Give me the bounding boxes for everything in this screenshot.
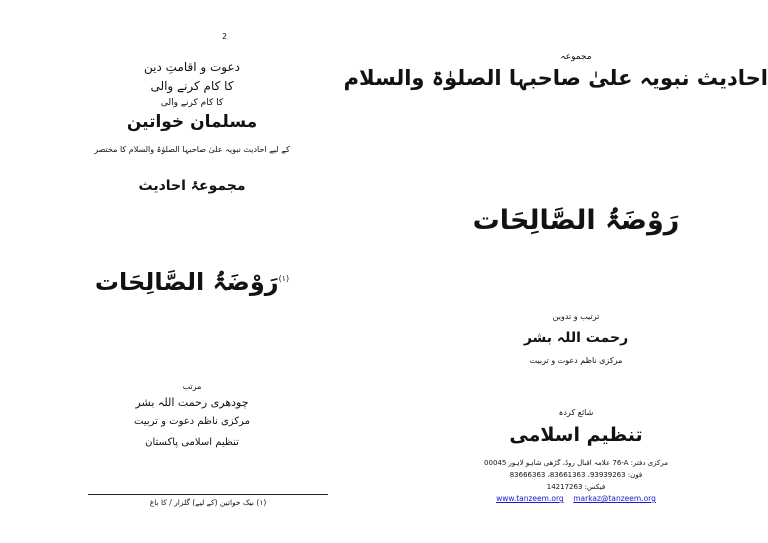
publisher-phone-line: فون: 36293939، 36316638، 36366638 xyxy=(509,471,643,479)
compiler-affiliation: مرکزی ناظم دعوت و تربیت xyxy=(529,356,623,365)
publisher-web-line xyxy=(410,494,742,503)
left-line-1: دعوت و اقامتِ دین xyxy=(144,60,240,74)
left-line-3: کا کام کرنے والی xyxy=(160,98,224,108)
website-link[interactable]: www.tanzeem.org xyxy=(496,494,564,503)
left-line-5-description: کے لیے احادیث نبویہ علیٰ صاحبہا الصلوٰۃ والسلام کا مختصر xyxy=(94,145,290,154)
left-main-title: رَوْضَۃُ الصَّالِحَات xyxy=(94,268,279,296)
left-line-4-audience: مسلمان خواتین xyxy=(126,112,258,132)
left-compiler-role: مرکزی ناظم دعوت و تربیت xyxy=(134,416,250,427)
left-main-title-block xyxy=(0,268,384,296)
compiler-label: ترتیب و تدوین xyxy=(552,312,600,321)
email-link[interactable]: markaz@tanzeem.org xyxy=(573,494,656,503)
left-line-6-collection: مجموعۂ احادیث xyxy=(138,178,246,194)
left-main-title-footnote-marker: (۱) xyxy=(278,274,290,283)
left-compiler-name: چودھری رحمت اللہ بشر xyxy=(135,396,249,409)
book-main-title: رَوْضَۃُ الصَّالِحَات xyxy=(472,205,680,236)
right-page xyxy=(343,0,768,543)
left-compiler-label: مرتب xyxy=(182,382,202,391)
footnote-divider xyxy=(88,494,328,495)
compiler-name: رحمت اللہ بشر xyxy=(523,330,629,346)
left-footnote: (۱) نیک خواتین (کے لیے) گلزار / کا باغ xyxy=(149,498,267,507)
publisher-name: تنظیم اسلامی xyxy=(509,424,643,446)
left-compiler-org: تنظیم اسلامی پاکستان xyxy=(145,437,239,448)
series-label: مجموعہ xyxy=(560,52,592,62)
left-line-2: کا کام کرنے والی xyxy=(150,79,234,93)
page-number: 2 xyxy=(222,32,228,41)
series-title: احادیث نبویہ علیٰ صاحبہا الصلوٰۃ والسلام xyxy=(343,66,768,90)
publisher-address-line-1: مرکزی دفتر: A-67 علامہ اقبال روڈ، گڑھی شاہو لاہور 54000 xyxy=(484,459,668,467)
publisher-label: شائع کردہ xyxy=(558,408,594,417)
publisher-fax-line: فیکس: 36271241 xyxy=(546,483,606,491)
